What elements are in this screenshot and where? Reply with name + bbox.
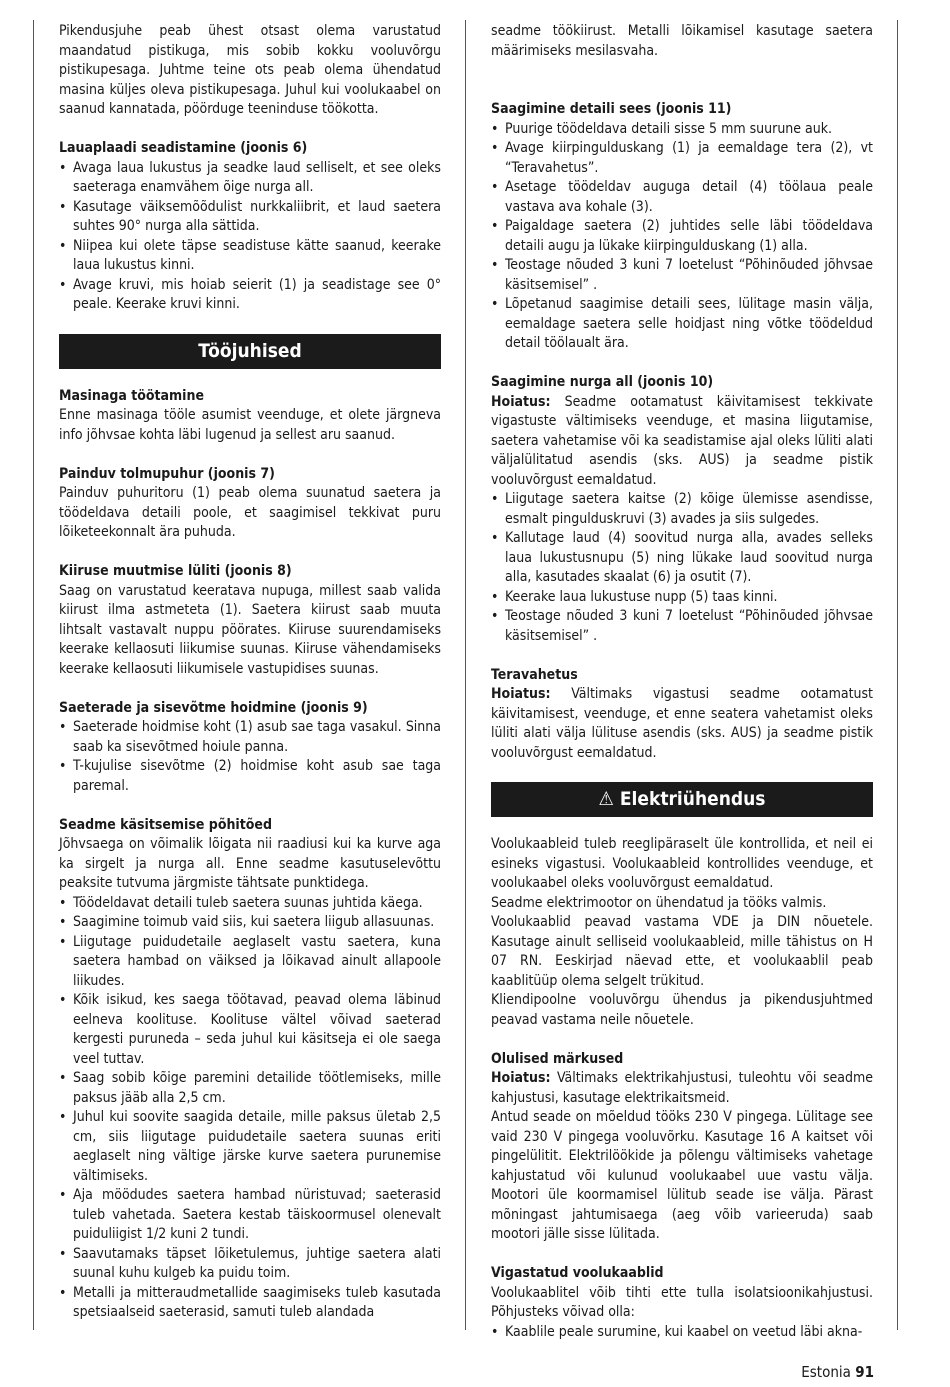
- section-heading-kiiruse: Kiiruse muutmise lüliti (joonis 8): [59, 563, 292, 579]
- list-item: • Keerake laua lukustuse nupp (5) taas kinni.: [491, 588, 873, 608]
- kasitsemise-list: [59, 894, 441, 1323]
- painduv-paragraph: Painduv puhuritoru (1) peab olema suunatud saetera ja töödeldava detaili poole, et saagimisel tekkivat puru lõiketeekonnalt ära puhuda.: [59, 485, 441, 540]
- section-heading-teravahetus: Teravahetus: [491, 666, 578, 683]
- list-item: • Kallutage laud (4) soovitud nurga alla, avades selleks laua lukustusnupu (5) ning lükake laud soovitud nurga alla, kasutades skaalat (6) ja osutit (7).: [491, 529, 873, 588]
- list-item: • Metalli ja mitteraudmetallide saagimiseks tuleb kasutada spetsiaalseid saeterasid, samuti tuleb alandada: [59, 1284, 441, 1323]
- right-column: [491, 22, 873, 1342]
- elekter-paragraph-3: Voolukaablid peavad vastama VDE ja DIN nõuetele. Kasutage ainult selliseid voolukaableid, mille tähistus on H 07 RN. Eeskirjad näevad ette, et voolukaablil peab kaablitüüp olema selgelt trükitud.: [491, 914, 873, 989]
- warning-label: Hoiatus:: [491, 1070, 551, 1086]
- list-item: • Kaablile peale surumine, kui kaabel on veetud läbi akna-: [491, 1323, 873, 1343]
- list-item: • Saavutamaks täpset lõiketulemus, juhtige saetera alati suunal kuhu kulgeb ka puidu toim.: [59, 1245, 441, 1284]
- warning-label: Hoiatus:: [491, 393, 551, 410]
- list-item: • Teostage nõuded 3 kuni 7 loetelust “Põhinõuded jõhvsae käsitsemisel” .: [491, 607, 873, 646]
- list-item: • Saeterade hoidmise koht (1) asub sae taga vasakul. Sinna saab ka sisevõtmed hoiule panna.: [59, 718, 441, 757]
- list-item: • Avaga laua lukustus ja seadke laud selliselt, et see oleks saeteraga enamvähem õige nurga all.: [59, 159, 441, 198]
- list-item: • Puurige töödeldava detaili sisse 5 mm suurune auk.: [491, 120, 873, 140]
- list-item: • Kasutage väiksemõõdulist nurkkaliibrit, et laud saetera suhtes 90° nurga alla sättida.: [59, 198, 441, 237]
- list-item: • Aja möödudes saetera hambad nüristuvad; saeterasid tuleb vahetada. Saetera kestab täiskoormusel olenevalt puiduliigist 1/2 kuni 2 tundi.: [59, 1186, 441, 1245]
- vigastatud-paragraph: Voolukaablitel võib tihti ette tulla isolatsioonikahjustusi. Põhjusteks võivad olla:: [491, 1284, 873, 1320]
- banner-title: Elektriühendus: [619, 788, 766, 810]
- section-heading-masinaga: Masinaga töötamine: [59, 387, 205, 404]
- section-banner-toojuhised: [59, 334, 441, 369]
- list-item: • Saagimine toimub vaid siis, kui saetera liigub allasuunas.: [59, 913, 441, 933]
- section-heading-olulised: Olulised märkused: [491, 1050, 624, 1067]
- saeterade-list: [59, 718, 441, 796]
- list-item: • Niipea kui olete täpse seadistuse kätte saanud, keerake laua lukustus kinni.: [59, 237, 441, 276]
- section-banner-elektriuhendus: [491, 782, 873, 817]
- continuation-paragraph: seadme töökiirust. Metalli lõikamisel kasutage saetera määrimiseks mesilasvaha.: [491, 23, 873, 59]
- list-item: • Asetage töödeldav auguga detail (4) töölaua peale vastava ava kohale (3).: [491, 178, 873, 217]
- intro-paragraph: Pikendusjuhe peab ühest otsast olema varustatud maandatud pistikuga, mis sobib kokku vooluvõrgu pistikupesaga. Juhtme teine ots peab olema ühendatud masina küljes oleva pistikupesaga. Juhul kui voolukaabel on saanud kannatada, pöörduge teeninduse töökotta.: [59, 23, 441, 117]
- kasitsemise-paragraph: Jõhvsaega on võimalik lõigata nii raadiusi kui ka kurve aga ka sirgelt ja nurga all. Enne seadme kasutuselevõttu peaksite tutvuma järgmiste tähtsate punktidega.: [59, 836, 441, 891]
- kiiruse-paragraph: Saag on varustatud keeratava nupuga, millest saab valida kiirust ilma astmeteta (1). Saetera kiirust saab muuta lihtsalt vastavalt nuppu pöörates. Kiiruse suurendamiseks keerake kellaosuti liikumise suunas. Kiiruse vähendamiseks keerake kellaosuti liikumisele vastupidises suunas.: [59, 582, 441, 677]
- list-item: • Kõik isikud, kes saega töötavad, peavad olema läbinud eelneva koolituse. Koolituse vältel võivad saeterad kergesti puruneda – seda juhul kui käsitseja ei ole saega veel tuttav.: [59, 991, 441, 1069]
- section-heading-sees: Saagimine detaili sees (joonis 11): [491, 101, 732, 117]
- warning-text: Seadme ootamatust käivitamisest tekkivate vigastuste vältimiseks veenduge, et masina liigutamise, saetera vahetamise või ka seadistamise ajal oleks lüliti alati väljalülitatud asendis (sks. AUS) ja seadme pistik vooluvõrgust eemaldatud.: [491, 393, 873, 488]
- middle-column-rule: [465, 20, 466, 1330]
- list-item: • Avage kiirpingulduskang (1) ja eemaldage tera (2), vt “Teravahetus”.: [491, 139, 873, 178]
- masinaga-paragraph: Enne masinaga tööle asumist veenduge, et olete järgneva info jõhvsae kohta läbi lugenud ja sellest aru saanud.: [59, 407, 441, 443]
- section-heading-painduv: Painduv tolmupuhur (joonis 7): [59, 465, 275, 482]
- banner-title: Tööjuhised: [198, 339, 302, 362]
- left-column-rule: [33, 20, 34, 1330]
- list-item: • Töödeldavat detaili tuleb saetera suunas juhtida käega.: [59, 894, 441, 914]
- teravahetus-warning: [491, 685, 873, 763]
- olulised-paragraph: Antud seade on mõeldud tööks 230 V pingega. Lülitage see vaid 230 V pingega vooluvõrku. Kasutage 16 A kaitset või pingelülitit. Elektrilöökide ja põlengu vältimiseks vahetage kahjustatud või kulunud voolukaabel uue vastu välja. Mootori üle koormamisel lülitub seade ise välja. Pärast mõningast jahtumisaega (aeg võib varieeruda) saab mootori jälle sisse lülitada.: [491, 1109, 873, 1242]
- left-column: [59, 22, 441, 1323]
- section-heading-vigastatud: Vigastatud voolukaablid: [491, 1265, 664, 1281]
- warning-text: Vältimaks vigastusi seadme ootamatust käivitamisest, veenduge, et enne seatera vahetamist oleks lüliti alati välja lülituse asendis (sks. AUS) ja seadme pistik vooluvõrgust eemaldatud.: [491, 686, 873, 761]
- list-item: • Avage kruvi, mis hoiab seierit (1) ja seadistage see 0° peale. Keerake kruvi kinni.: [59, 276, 441, 315]
- warning-triangle-icon: ⚠: [598, 788, 614, 810]
- section-heading-kasitsemise: Seadme käsitsemise põhitõed: [59, 816, 272, 833]
- nurga-warning: [491, 393, 873, 491]
- warning-label: Hoiatus:: [491, 686, 551, 702]
- sees-list: [491, 120, 873, 354]
- section-heading-saeterade: Saeterade ja sisevõtme hoidmine (joonis 9): [59, 699, 368, 716]
- section-heading-lauaplaadi: Lauaplaadi seadistamine (joonis 6): [59, 140, 308, 156]
- warning-text: Vältimaks elektrikahjustusi, tuleohtu või seadme kahjustusi, kasutage elektrikaitsmeid.: [491, 1070, 873, 1106]
- nurga-list: [491, 490, 873, 646]
- olulised-warning: [491, 1069, 873, 1108]
- list-item: • Paigaldage saetera (2) juhtides selle läbi töödeldava detaili augu ja lükake kiirpingulduskang (1) alla.: [491, 217, 873, 256]
- list-item: • Saag sobib kõige paremini detailide töötlemiseks, mille paksus jääb alla 2,5 cm.: [59, 1069, 441, 1108]
- lauaplaadi-list: [59, 159, 441, 315]
- elekter-paragraph-4: Kliendipoolne vooluvõrgu ühendus ja pikendusjuhtmed peavad vastama neile nõuetele.: [491, 992, 873, 1028]
- list-item: • Teostage nõuded 3 kuni 7 loetelust “Põhinõuded jõhvsae käsitsemisel” .: [491, 256, 873, 295]
- list-item: • T-kujulise sisevõtme (2) hoidmise koht asub sae taga paremal.: [59, 757, 441, 796]
- list-item: • Lõpetanud saagimise detaili sees, lülitage masin välja, eemaldage saetera selle hoidjast ning võtke töödeldud detail töölaualt ära.: [491, 295, 873, 354]
- right-column-rule: [897, 20, 898, 1330]
- elekter-paragraph-1: Voolukaableid tuleb reeglipäraselt üle kontrollida, et neil ei esineks vigastusi. Voolukaableid kontrollides veenduge, et voolukaabel oleks vooluvõrgust eemaldatud.: [491, 836, 873, 891]
- section-heading-nurga: Saagimine nurga all (joonis 10): [491, 374, 714, 390]
- page-footer: [801, 1363, 874, 1381]
- vigastatud-list: [491, 1323, 873, 1343]
- elekter-paragraph-2: Seadme elektrimootor on ühendatud ja tööks valmis.: [491, 894, 827, 911]
- list-item: • Juhul kui soovite saagida detaile, mille paksus ületab 2,5 cm, siis liigutage puidudetaile saetera suunas eriti aeglaselt ning vältige järske kurve saetera purunemise vältimiseks.: [59, 1108, 441, 1186]
- list-item: • Liigutage saetera kaitse (2) kõige ülemisse asendisse, esmalt pingulduskruvi (3) avades ja siis sulgedes.: [491, 490, 873, 529]
- footer-language: Estonia: [801, 1363, 851, 1381]
- list-item: • Liigutage puidudetaile aeglaselt vastu saetera, kuna saetera hambad on väiksed ja lõikavad ainult allapoole liikudes.: [59, 933, 441, 992]
- page-number: 91: [855, 1363, 874, 1381]
